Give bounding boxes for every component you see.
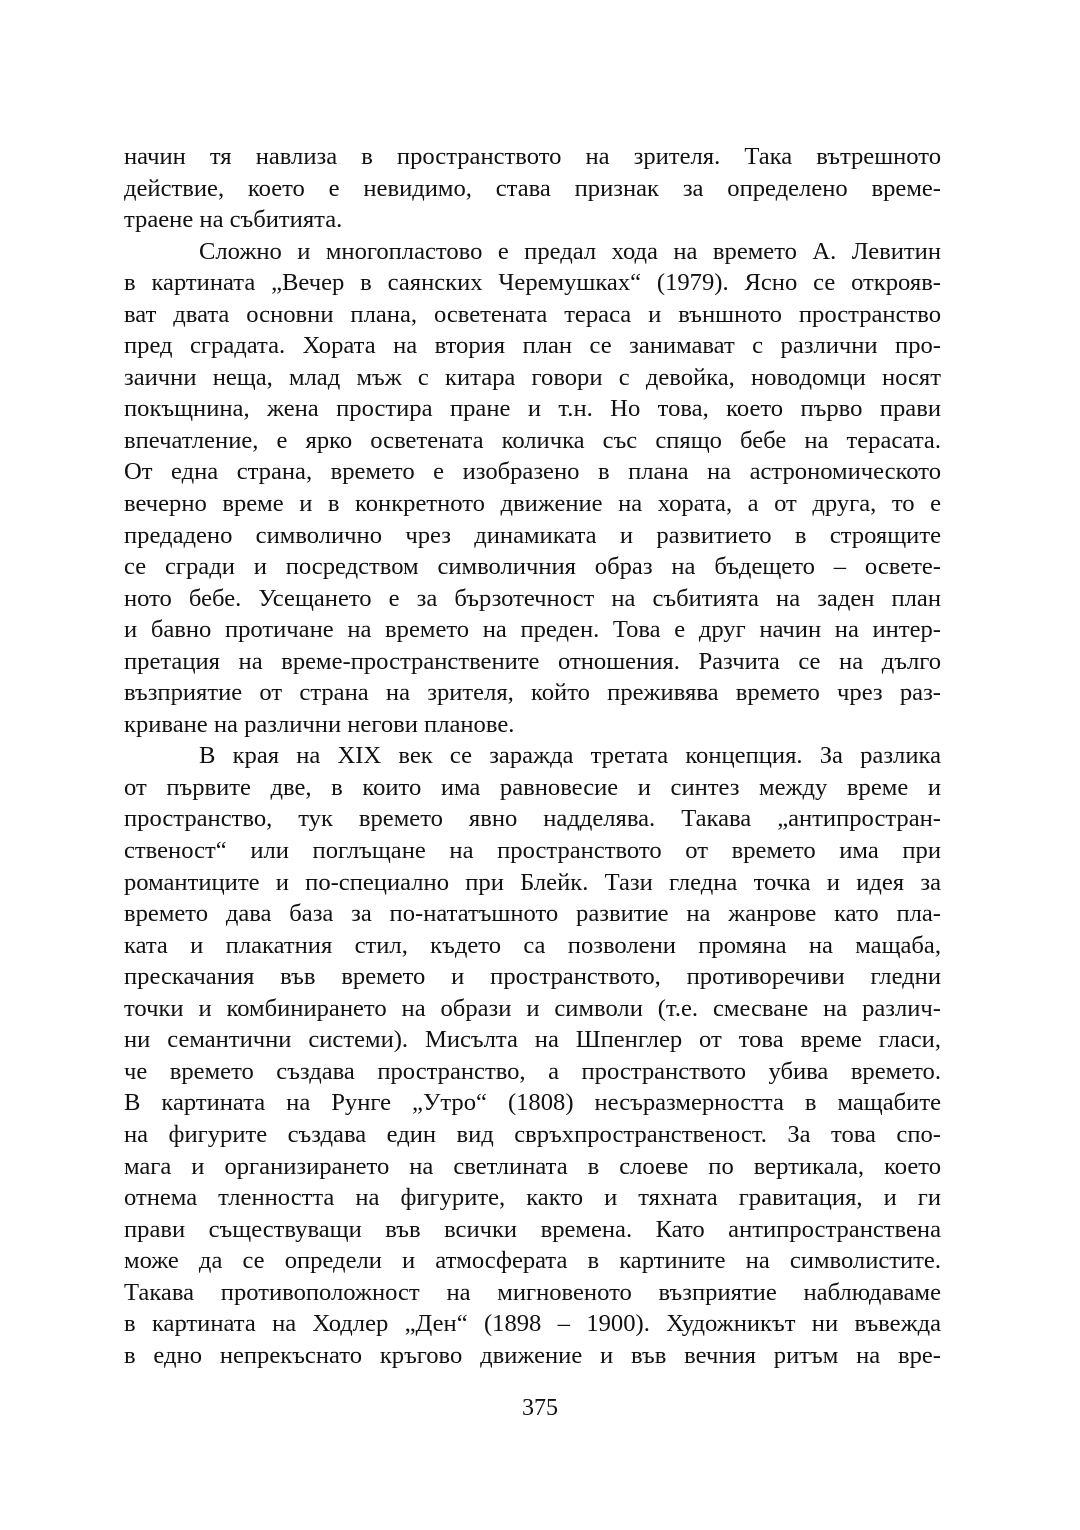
text-line: прескачания във времето и пространството, противоречиви гледни [124, 963, 941, 991]
text-line: криване на различни негови планове. [124, 710, 515, 738]
text-line: се сгради и посредством символичния образ на бъдещето – освете- [124, 553, 941, 581]
text-line: в картината на Ходлер „Ден“ (1898 – 1900). Художникът ни въвежда [124, 1310, 941, 1338]
text-line: пред сградата. Хората на втория план се занимават с различни про- [124, 332, 941, 360]
text-line: времето дава база за по-нататъшното развитие на жанрове като пла- [124, 900, 941, 928]
text-line: на фигурите създава един вид свръхпространственост. За това спо- [124, 1120, 941, 1148]
text-line: в картината „Вечер в саянских Черемушках“ (1979). Ясно се открояв- [124, 269, 941, 297]
text-line: ват двата основни плана, осветената тераса и външното пространство [124, 300, 941, 328]
text-line: точки и комбинирането на образи и символи (т.е. смесване на различ- [124, 994, 941, 1022]
text-line: в едно непрекъснато кръгово движение и във вечния ритъм на вре- [124, 1341, 941, 1369]
body-text [124, 141, 941, 1371]
text-line: действие, което е невидимо, става признак за определено време- [124, 174, 941, 202]
text-line: В картината на Рунге „Утро“ (1808) несъразмерността в мащабите [124, 1089, 941, 1117]
paragraph-first-line: Сложно и многопластово е предал хода на времето А. Левитин [199, 237, 941, 265]
text-line: ното бебе. Усещането е за бързотечност на събитията на заден план [124, 584, 941, 612]
text-line: от първите две, в които има равновесие и синтез между време и [124, 773, 941, 801]
text-line: ката и плакатния стил, където са позволени промяна на мащаба, [124, 931, 941, 959]
text-line: От една страна, времето е изобразено в плана на астрономическото [124, 458, 941, 486]
text-line: може да се определи и атмосферата в картините на символистите. [124, 1247, 941, 1275]
text-line: вечерно време и в конкретното движение на хората, а от друга, то е [124, 490, 941, 518]
text-line: начин тя навлиза в пространството на зрителя. Така вътрешното [124, 143, 941, 170]
text-line: отнема тленността на фигурите, както и тяхната гравитация, и ги [124, 1184, 941, 1212]
text-line: Такава противоположност на мигновеното възприятие наблюдаваме [124, 1278, 941, 1306]
text-line: мага и организирането на светлината в слоеве по вертикала, което [124, 1152, 941, 1180]
text-line: възприятие от страна на зрителя, който преживява времето чрез раз- [124, 679, 941, 707]
paragraph-first-line: В края на XIX век се заражда третата концепция. За разлика [199, 742, 941, 770]
text-line: впечатление, е ярко осветената количка със спящо бебе на терасата. [124, 426, 941, 454]
text-line: романтиците и по-специално при Блейк. Тази гледна точка и идея за [124, 868, 941, 896]
text-line: заични неща, млад мъж с китара говори с девойка, новодомци носят [124, 363, 941, 391]
text-line: ни семантични системи). Мисълта на Шпенглер от това време гласи, [124, 1026, 941, 1054]
text-line: пространство, тук времето явно надделява. Такава „антипростран- [124, 805, 941, 833]
text-line: покъщнина, жена простира пране и т.н. Но това, което първо прави [124, 395, 941, 423]
text-line: траене на събитията. [124, 206, 343, 234]
text-line: ственост“ или поглъщане на пространството от времето има при [124, 837, 941, 865]
text-line: претация на време-пространствените отношения. Разчита се на дълго [124, 647, 941, 675]
text-line: че времето създава пространство, а пространството убива времето. [124, 1057, 941, 1085]
page-number: 375 [522, 1395, 558, 1421]
text-line: предадено символично чрез динамиката и развитието в строящите [124, 521, 941, 549]
text-line: прави съществуващи във всички времена. Като антипространствена [124, 1215, 941, 1243]
text-line: и бавно протичане на времето на преден. Това е друг начин на интер- [124, 616, 941, 644]
